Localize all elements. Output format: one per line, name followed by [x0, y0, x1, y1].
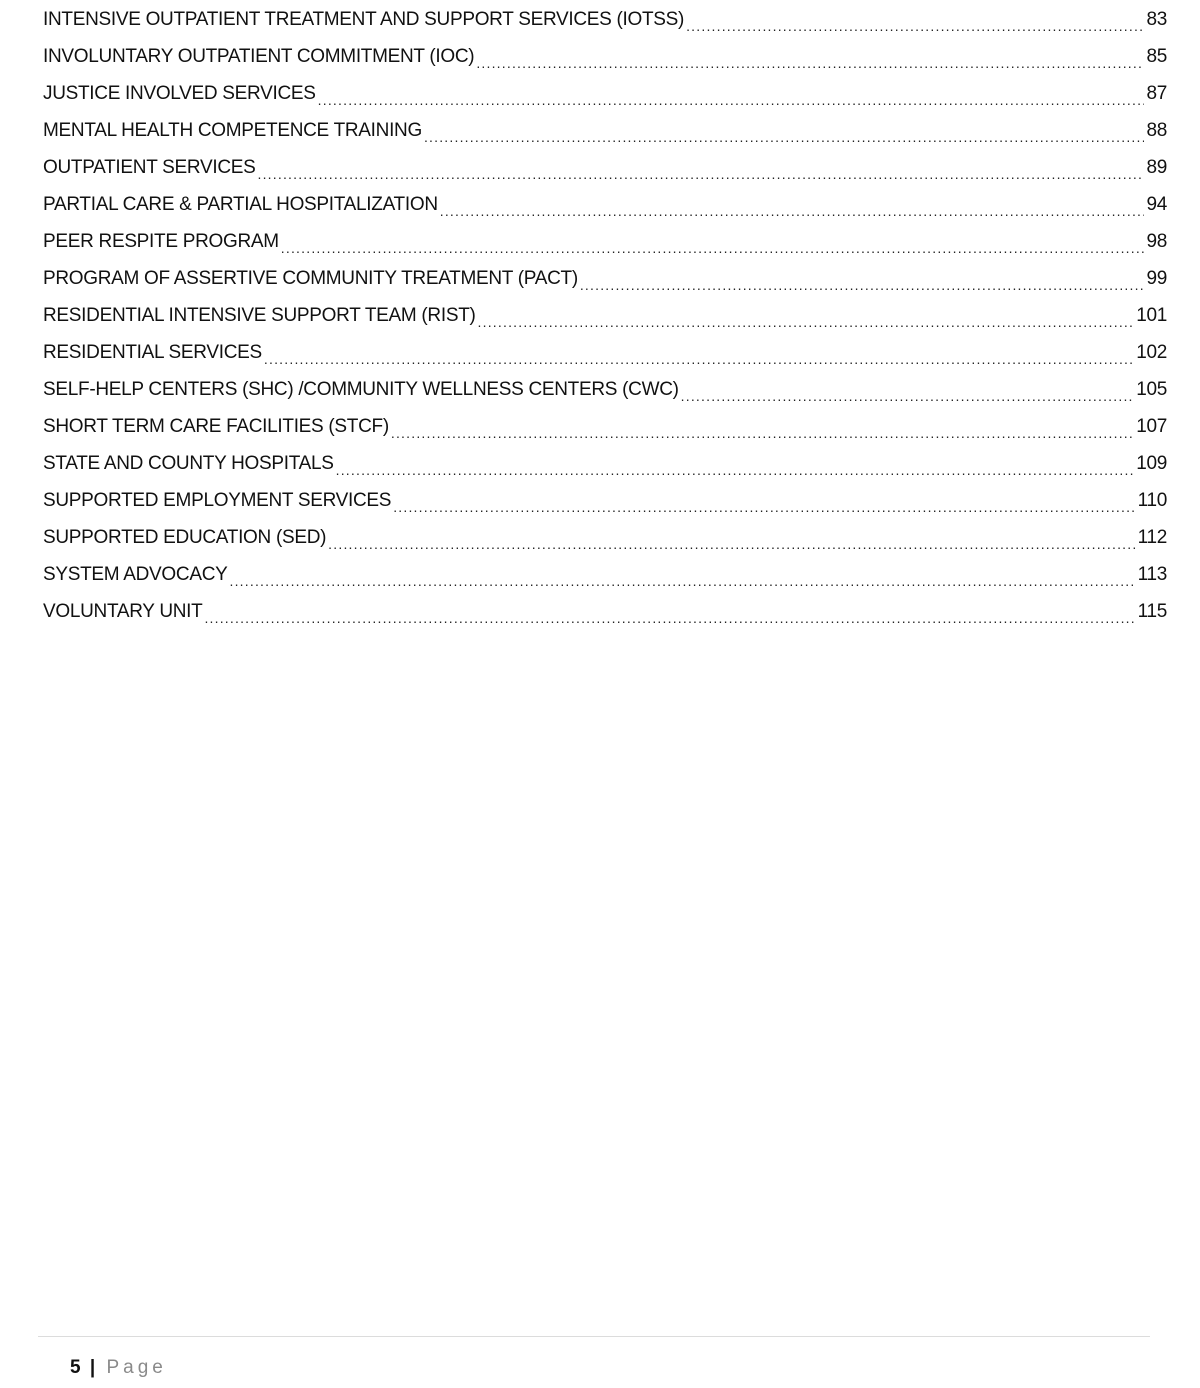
- toc-entry-title: RESIDENTIAL INTENSIVE SUPPORT TEAM (RIST): [43, 305, 476, 326]
- toc-entry-page: 89: [1146, 157, 1167, 178]
- toc-entry-title: SUPPORTED EDUCATION (SED): [43, 527, 327, 548]
- toc-entry-title: OUTPATIENT SERVICES: [43, 157, 256, 178]
- toc-entry-state-county-hospitals[interactable]: [43, 448, 1167, 485]
- toc-entry-page: 88: [1146, 120, 1167, 141]
- toc-entry-title: STATE AND COUNTY HOSPITALS: [43, 453, 334, 474]
- toc-entry-pact[interactable]: [43, 263, 1167, 300]
- toc-dot-leader: [393, 485, 1135, 522]
- toc-dot-leader: [580, 263, 1145, 300]
- toc-entry-iotss[interactable]: [43, 4, 1167, 41]
- toc-entry-page: 112: [1137, 527, 1167, 548]
- toc-entry-title: SYSTEM ADVOCACY: [43, 564, 228, 585]
- toc-dot-leader: [686, 4, 1144, 41]
- toc-entry-page: 98: [1146, 231, 1167, 252]
- toc-entry-title: SELF-HELP CENTERS (SHC) /COMMUNITY WELLNESS CENTERS (CWC): [43, 379, 679, 400]
- toc-entry-rist[interactable]: [43, 300, 1167, 337]
- toc-dot-leader: [258, 152, 1145, 189]
- toc-dot-leader: [230, 559, 1136, 596]
- toc-entry-residential[interactable]: [43, 337, 1167, 374]
- toc-entry-title: PARTIAL CARE & PARTIAL HOSPITALIZATION: [43, 194, 438, 215]
- toc-entry-title: PROGRAM OF ASSERTIVE COMMUNITY TREATMENT (PACT): [43, 268, 578, 289]
- toc-entry-page: 107: [1136, 416, 1167, 437]
- toc-entry-page: 83: [1146, 9, 1167, 30]
- toc-entry-partial-care[interactable]: [43, 189, 1167, 226]
- toc-entry-system-advocacy[interactable]: [43, 559, 1167, 596]
- toc-entry-justice-involved[interactable]: [43, 78, 1167, 115]
- toc-entry-page: 101: [1136, 305, 1167, 326]
- toc-entry-page: 115: [1137, 601, 1167, 622]
- toc-dot-leader: [440, 189, 1145, 226]
- page-footer: [70, 1356, 167, 1380]
- toc-entry-voluntary-unit[interactable]: [43, 596, 1167, 633]
- toc-entry-outpatient[interactable]: [43, 152, 1167, 189]
- table-of-contents: [43, 4, 1167, 633]
- toc-entry-stcf[interactable]: [43, 411, 1167, 448]
- toc-entry-page: 110: [1137, 490, 1167, 511]
- toc-entry-page: 85: [1146, 46, 1167, 67]
- toc-entry-title: MENTAL HEALTH COMPETENCE TRAINING: [43, 120, 422, 141]
- toc-dot-leader: [318, 78, 1145, 115]
- toc-dot-leader: [264, 337, 1134, 374]
- toc-dot-leader: [476, 41, 1144, 78]
- toc-dot-leader: [328, 522, 1135, 559]
- footer-page-word: Page: [106, 1357, 167, 1378]
- toc-entry-title: RESIDENTIAL SERVICES: [43, 342, 262, 363]
- toc-dot-leader: [424, 115, 1145, 152]
- toc-entry-page: 113: [1137, 564, 1167, 585]
- toc-entry-title: JUSTICE INVOLVED SERVICES: [43, 83, 316, 104]
- toc-entry-title: INTENSIVE OUTPATIENT TREATMENT AND SUPPORT SERVICES (IOTSS): [43, 9, 685, 30]
- toc-entry-self-help-centers[interactable]: [43, 374, 1167, 411]
- toc-entry-title: SUPPORTED EMPLOYMENT SERVICES: [43, 490, 392, 511]
- toc-dot-leader: [478, 300, 1135, 337]
- toc-dot-leader: [281, 226, 1145, 263]
- toc-entry-page: 105: [1136, 379, 1167, 400]
- toc-entry-page: 87: [1146, 83, 1167, 104]
- footer-divider: [38, 1336, 1150, 1337]
- footer-page-number: 5: [70, 1357, 81, 1378]
- toc-entry-title: INVOLUNTARY OUTPATIENT COMMITMENT (IOC): [43, 46, 475, 67]
- footer-separator: |: [89, 1357, 96, 1378]
- toc-dot-leader: [681, 374, 1135, 411]
- toc-entry-page: 102: [1136, 342, 1167, 363]
- toc-entry-title: VOLUNTARY UNIT: [43, 601, 203, 622]
- toc-entry-page: 99: [1146, 268, 1167, 289]
- toc-entry-peer-respite[interactable]: [43, 226, 1167, 263]
- toc-entry-ioc[interactable]: [43, 41, 1167, 78]
- toc-dot-leader: [204, 596, 1135, 633]
- toc-dot-leader: [336, 448, 1135, 485]
- toc-entry-page: 94: [1146, 194, 1167, 215]
- toc-dot-leader: [391, 411, 1134, 448]
- toc-entry-supported-education[interactable]: [43, 522, 1167, 559]
- toc-entry-title: SHORT TERM CARE FACILITIES (STCF): [43, 416, 389, 437]
- toc-entry-page: 109: [1136, 453, 1167, 474]
- toc-entry-competence-training[interactable]: [43, 115, 1167, 152]
- toc-entry-title: PEER RESPITE PROGRAM: [43, 231, 279, 252]
- toc-entry-supported-employment[interactable]: [43, 485, 1167, 522]
